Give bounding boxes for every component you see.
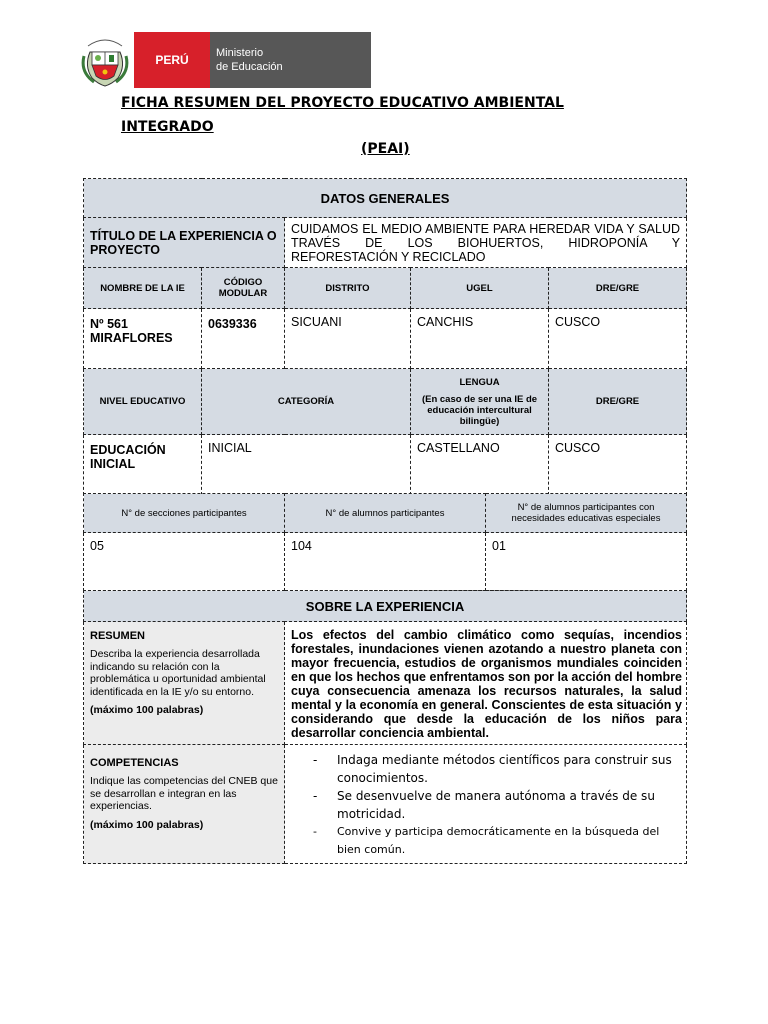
header-dre-2: DRE/GRE [549,369,687,435]
resumen-text: Los efectos del cambio climático como sequías, incendios forestales, inundaciones vienen azotando a nuestro planeta con mayor frecuencia, estudios de organismos mundiales coinciden en que los hechos que enfrentamos son por la acción del hombre cuya consecuencia amenaza los recursos naturales, la salud mental y la economía en general. Conscientes de esta situación y considerando que desde la educación de los niños para desarrollar conciencia ambiental. [285,622,687,745]
value-dre: CUSCO [549,309,687,369]
resumen-title: RESUMEN [90,630,146,642]
header-nivel-educativo: NIVEL EDUCATIVO [84,369,202,435]
minedu-logo [80,32,371,88]
datos-generales-heading: DATOS GENERALES [84,179,687,218]
competencias-note: (máximo 100 palabras) [90,818,204,831]
header-alumnos-nee: N° de alumnos participantes con necesidades educativas especiales [486,494,687,533]
document-title-line3: (PEAI) [361,141,410,157]
ministry-line1: Ministerio [216,47,264,59]
competencias-side [84,745,285,864]
ministry-label [210,32,371,88]
value-dre-2: CUSCO [549,435,687,495]
value-nivel-educativo: EDUCACIÓN INICIAL [84,435,202,495]
titulo-value: CUIDAMOS EL MEDIO AMBIENTE PARA HEREDAR VIDA Y SALUD TRAVÉS DE LOS BIOHUERTOS, HIDROPONÍA Y REFORESTACIÓN Y RECICLADO [285,218,687,268]
competencias-list-cell [285,745,687,864]
peru-label: PERÚ [134,32,210,88]
lengua-title: LENGUA [459,376,500,388]
competencia-item: - Convive y participa democráticamente en la búsqueda del bien común. [313,823,680,859]
competencias-description: Indique las competencias del CNEB que se desarrollan e integran en las experiencias. [90,775,278,812]
competencia-item: - Se desenvuelve de manera autónoma a través de su motricidad. [313,787,680,823]
header-dre: DRE/GRE [549,268,687,309]
header-codigo-modular: CÓDIGO MODULAR [202,268,285,309]
value-categoria: INICIAL [202,435,411,495]
lengua-note: (En caso de ser una IE de educación intercultural bilingüe) [421,393,538,427]
header-nombre-ie: NOMBRE DE LA IE [84,268,202,309]
ministry-line2: de Educación [216,61,283,73]
document-title-line1: FICHA RESUMEN DEL PROYECTO EDUCATIVO AMBIENTAL [121,95,564,111]
competencia-item: - Indaga mediante métodos científicos para construir sus conocimientos. [313,751,680,787]
value-codigo-modular: 0639336 [202,309,285,369]
header-lengua [411,369,549,435]
header-secciones: N° de secciones participantes [84,494,285,533]
value-alumnos-nee: 01 [486,533,687,591]
resumen-side [84,622,285,745]
resumen-description: Describa la experiencia desarrollada indicando su relación con la problemática u oportunidad ambiental identificada en la IE y/o su entorno. [90,648,266,698]
titulo-label: TÍTULO DE LA EXPERIENCIA O PROYECTO [84,218,285,268]
resumen-note: (máximo 100 palabras) [90,704,204,716]
value-secciones: 05 [84,533,285,591]
value-lengua: CASTELLANO [411,435,549,495]
value-alumnos: 104 [285,533,486,591]
document-title-line2: INTEGRADO [121,119,214,135]
peru-coat-of-arms-icon [80,32,130,88]
experiencia-table [83,590,687,864]
competencias-list [285,751,680,859]
header-alumnos: N° de alumnos participantes [285,494,486,533]
header-categoria: CATEGORÍA [202,369,411,435]
value-ugel: CANCHIS [411,309,549,369]
header-distrito: DISTRITO [285,268,411,309]
competencias-title: COMPETENCIAS [90,757,179,769]
experiencia-heading: SOBRE LA EXPERIENCIA [84,591,687,622]
header-ugel: UGEL [411,268,549,309]
value-nombre-ie: Nº 561 MIRAFLORES [84,309,202,369]
participantes-table [83,493,687,591]
value-distrito: SICUANI [285,309,411,369]
ficha-table [83,178,687,495]
